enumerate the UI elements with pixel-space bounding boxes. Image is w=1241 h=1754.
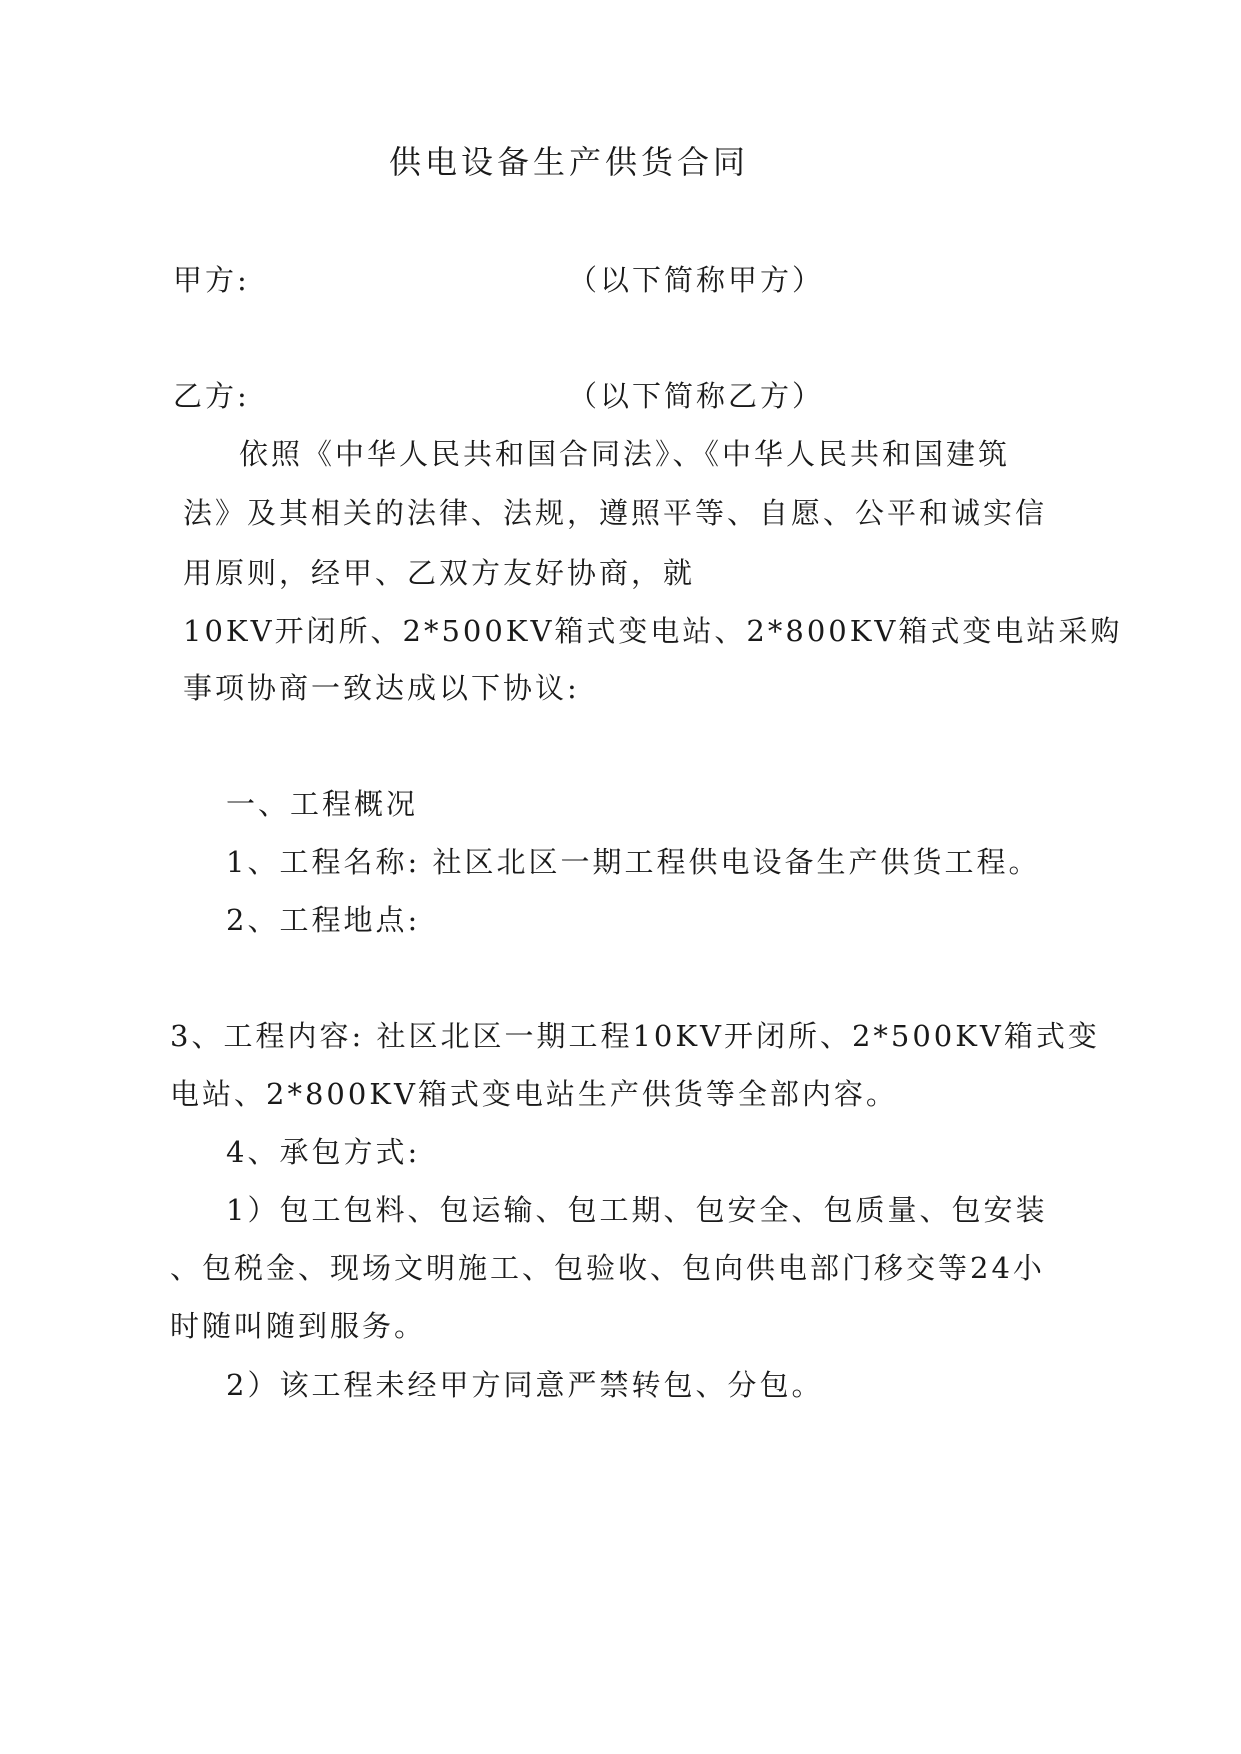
list-item-continuation: 电站、2*800KV箱式变电站生产供货等全部内容。 — [170, 1077, 898, 1111]
list-item: 4、承包方式: — [226, 1135, 421, 1169]
list-item: 3、工程内容: 社区北区一期工程10KV开闭所、2*500KV箱式变 — [170, 1019, 1100, 1053]
list-item: 2、工程地点: — [226, 903, 421, 937]
party-b-label: 乙方: — [173, 379, 250, 413]
party-a-label: 甲方: — [173, 263, 250, 297]
party-b-note: （以下简称乙方） — [568, 379, 825, 413]
preamble-line: 事项协商一致达成以下协议: — [183, 671, 580, 705]
section-heading: 一、工程概况 — [226, 787, 419, 821]
preamble-line: 依照《中华人民共和国合同法》、《中华人民共和国建筑 — [239, 437, 1011, 471]
party-a-note: （以下简称甲方） — [568, 263, 825, 297]
sub-item: 1）包工包料、包运输、包工期、包安全、包质量、包安装 — [226, 1193, 1048, 1227]
sub-item-continuation: 时随叫随到服务。 — [170, 1309, 427, 1343]
sub-item-continuation: 、包税金、现场文明施工、包验收、包向供电部门移交等24小 — [170, 1251, 1045, 1285]
preamble-line: 10KV开闭所、2*500KV箱式变电站、2*800KV箱式变电站采购 — [183, 614, 1123, 648]
sub-item: 2）该工程未经甲方同意严禁转包、分包。 — [226, 1368, 824, 1402]
preamble-line: 用原则，经甲、乙双方友好协商，就 — [183, 556, 696, 590]
document-title: 供电设备生产供货合同 — [389, 143, 750, 181]
list-item: 1、工程名称: 社区北区一期工程供电设备生产供货工程。 — [226, 845, 1041, 879]
preamble-line: 法》及其相关的法律、法规，遵照平等、自愿、公平和诚实信 — [183, 496, 1048, 530]
